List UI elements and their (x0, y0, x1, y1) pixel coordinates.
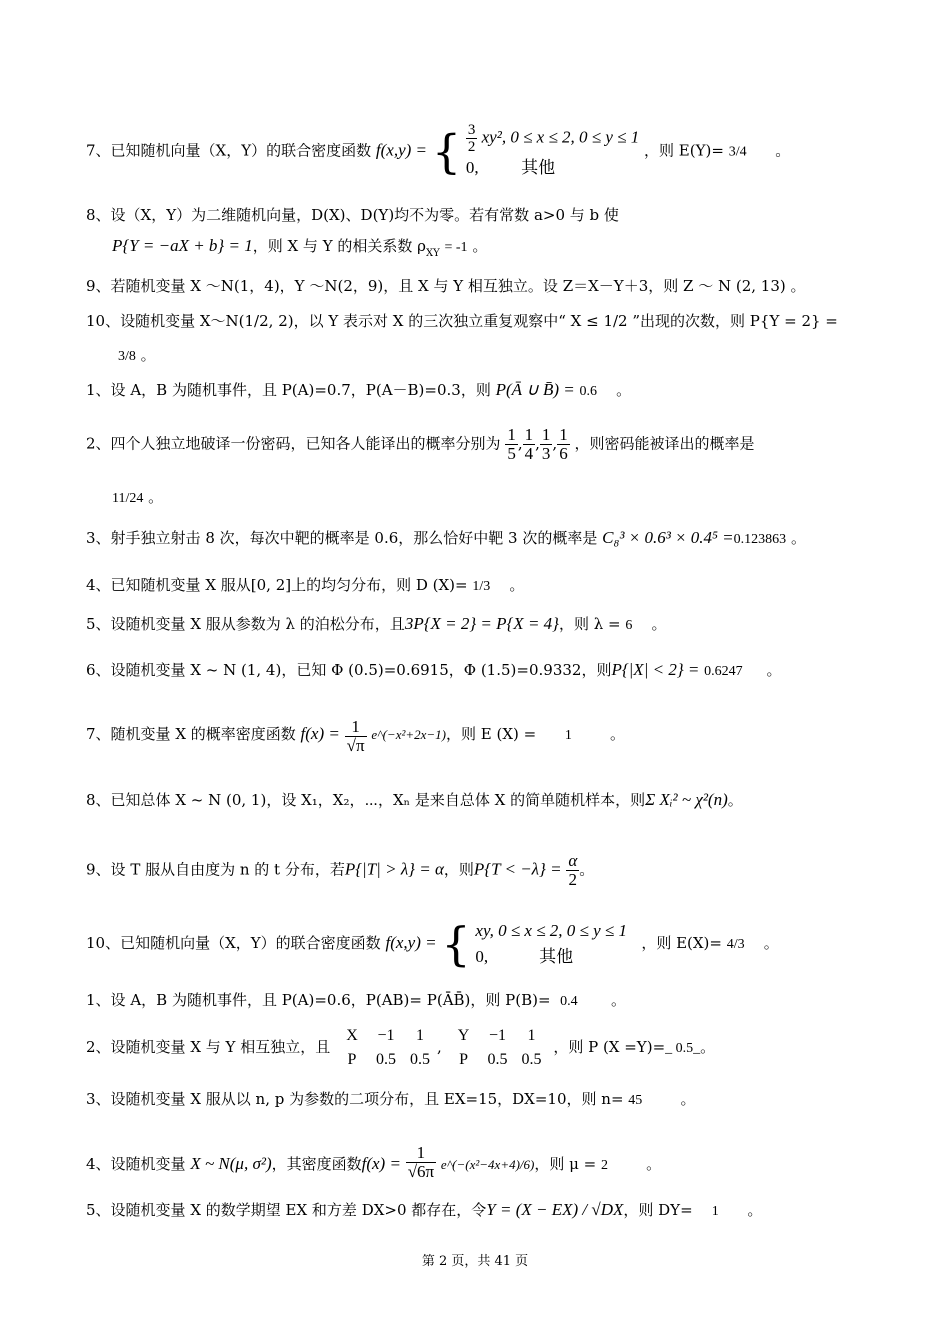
question-2c: 2、设随机变量 X 与 Y 相互独立，且 X −1 1 P 0.5 0.5 , Y −1 1 P 0.5 0.5 ，则 P (X =Y)=_ 0.5_。 (86, 1024, 715, 1072)
answer: 6 (625, 618, 633, 633)
answer: 0.6247 (704, 664, 743, 679)
answer: 2 (601, 1158, 608, 1173)
density-cases: xy, 0 ≤ x ≤ 2, 0 ≤ y ≤ 1 0, 其他 (475, 921, 627, 966)
answer: 3/4 (728, 144, 747, 160)
question-9a: 9、若随机变量 X ～N(1，4)，Y ～N(2，9)，且 X 与 Y 相互独立。设 Z＝X－Y＋3，则 Z ～ N (2, 13) 。 (86, 277, 806, 295)
question-9b: 9、设 T 服从自由度为 n 的 t 分布，若P{|T| > λ} = α，则P{T < −λ} = $\frac{\alpha}{2}$ 。 (86, 851, 595, 889)
question-10b: 10、已知随机向量（X，Y）的联合密度函数 f(x,y) = { xy, 0 ≤ x ≤ 2, 0 ≤ y ≤ 1 0, 其他 ，则 E(X)= 4/3 。 (86, 917, 779, 971)
answer: 11/24 (112, 491, 144, 506)
answer: 1/3 (472, 579, 491, 594)
question-10a-answer: 3/8 。 (118, 346, 156, 364)
question-2b: 2、四个人独立地破译一份密码，已知各人能译出的概率分别为 $\frac{1}{5}$ , $\frac{1}{4}$ , $\frac{1}{3}$ , $\frac{1}{6}$ ，则密码能被译出的概率是 (86, 425, 755, 463)
distribution-table-y: Y −1 1 P 0.5 0.5 (457, 1027, 542, 1068)
question-1b: 1、设 A，B 为随机事件，且 P(A)=0.7，P(A－B)=0.3，则 P(Ā ∪ B̄) = 0.6 。 (86, 380, 632, 399)
density-cases: $\frac{3}{2}$ xy², 0 ≤ x ≤ 2, 0 ≤ y ≤ 1 0, 其他 (465, 122, 640, 177)
answer: 0.4 (560, 994, 578, 1009)
page-footer: 第 2 页，共 41 页 (421, 1254, 529, 1269)
answer: 3/8 (118, 349, 136, 364)
question-3c: 3、设随机变量 X 服从以 n, p 为参数的二项分布，且 EX=15，DX=10，则 n= 45 。 (86, 1090, 696, 1108)
question-10a: 10、设随机变量 X～N(1/2, 2)，以 Y 表示对 X 的三次独立重复观察中“ X ≤ 1/2 ”出现的次数，则 P{Y = 2} = (86, 312, 838, 330)
distribution-table-x: X −1 1 P 0.5 0.5 (346, 1027, 430, 1068)
question-5b: 5、设随机变量 X 服从参数为 λ 的泊松分布，且3P{X = 2} = P{X = 4}，则 λ = 6 。 (86, 614, 667, 633)
question-2b-answer: 11/24 。 (112, 488, 164, 506)
question-3b: 3、射手独立射击 8 次，每次中靶的概率是 0.6，那么恰好中靶 3 次的概率是 C₈³ × 0.6³ × 0.4⁵ =0.123863 。 (86, 528, 806, 547)
question-7a: 7、已知随机向量（X，Y）的联合密度函数 f(x,y) = { $\frac{3}{2}$ xy², 0 ≤ x ≤ 2, 0 ≤ y ≤ 1 0, 其他 ，则 E(Y)= 3/4 。 (86, 122, 790, 181)
answer: = -1 (444, 240, 468, 255)
answer: 45 (628, 1093, 643, 1108)
answer: 0.123863 (733, 532, 787, 547)
question-8b: 8、已知总体 X ~ N (0, 1)，设 X₁，X₂，⋯，Xₙ 是来自总体 X 的简单随机样本，则Σ Xᵢ² ~ χ²(n)。 (86, 790, 743, 809)
question-4b: 4、已知随机变量 X 服从[0, 2]上的均匀分布，则 D (X)= 1/3 。 (86, 576, 525, 594)
answer: _ 0.5_ (665, 1041, 701, 1056)
answer: 1 (711, 1204, 719, 1219)
question-6b: 6、设随机变量 X ~ N (1, 4)，已知 Φ (0.5)=0.6915，Φ (1.5)=0.9332，则P{|X| < 2} = 0.6247 。 (86, 660, 782, 679)
answer: 4/3 (726, 937, 745, 952)
question-4c: 4、设随机变量 X ~ N(μ, σ²)，其密度函数f(x) = $\frac{1}{√6\pi}$ e^(−(x²−4x+4)/6)，则 μ = 2 。 (86, 1143, 662, 1181)
question-8a: 8、设（X，Y）为二维随机向量，D(X)、D(Y)均不为零。若有常数 a>0 与 b 使 (86, 206, 619, 224)
question-8a-cont: P{Y = −aX + b} = 1，则 X 与 Y 的相关系数 $\rho_{XY} = -1$ 。 (112, 236, 488, 259)
question-1c: 1、设 A，B 为随机事件，且 P(A)=0.6，P(AB)= P(ĀB̄)，则 P(B)= 0.4 。 (86, 991, 627, 1009)
answer: 0.6 (579, 384, 598, 399)
question-7b: 7、随机变量 X 的概率密度函数 f(x) = $\frac{1}{√\pi}$ e^(−x²+2x−1)，则 E (X) = 1 。 (86, 717, 626, 755)
question-5c: 5、设随机变量 X 的数学期望 EX 和方差 DX>0 都存在，令Y = (X − EX) / √DX，则 DY= 1 。 (86, 1200, 763, 1219)
answer: 1 (564, 728, 572, 743)
